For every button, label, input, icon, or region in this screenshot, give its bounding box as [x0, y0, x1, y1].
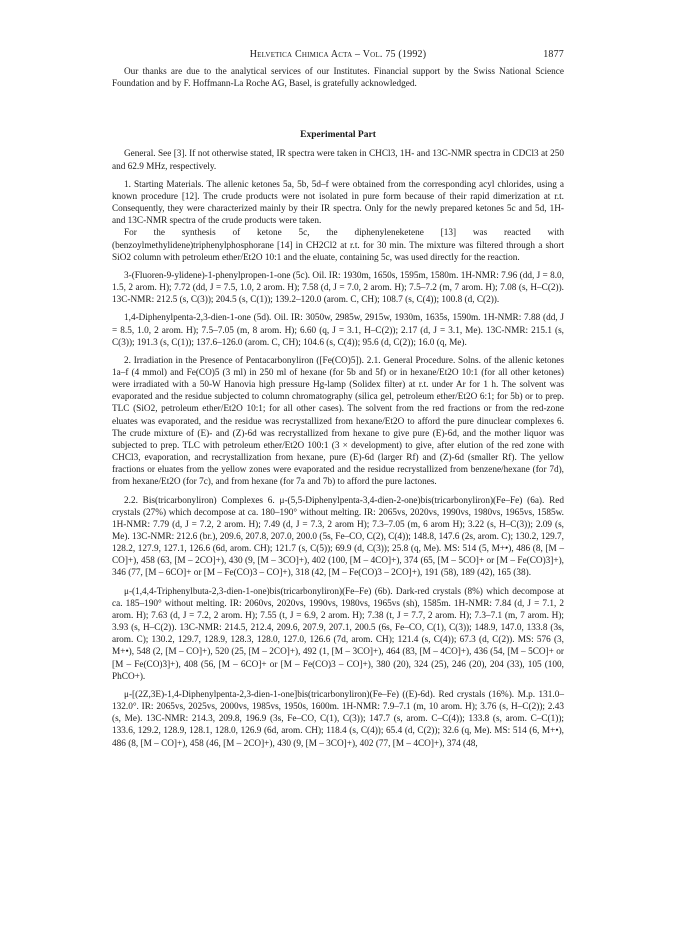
journal-title: Helvetica Chimica Acta – Vol. 75 (1992)	[249, 49, 427, 60]
acknowledgment: Our thanks are due to the analytical services of our Institutes. Financial support by the Swiss National Science Foundation and by F. Hoffmann-La Roche AG, Basel, is gratefully acknowledged.	[112, 67, 564, 90]
paragraph-compound-5c: 3-(Fluoren-9-ylidene)-1-phenylpropen-1-one (5c). Oil. IR: 1930m, 1650s, 1595m, 1580m. 1H-NMR: 7.96 (dd, J = 8.0, 1.5, 2 arom. H); 7.72 (dd, J = 7.5, 1.0, 2 arom. H); 7.58 (d, J = 7.0, 2 arom. H); 7.5–7.2 (m, 7 arom. H); 7.08 (s, H–C(2)). 13C-NMR: 212.5 (s, C(3)); 204.5 (s, C(1)); 139.2–120.0 (arom. C, CH); 108.7 (s, C(4)); 100.8 (d, C(2)).	[112, 270, 564, 306]
paragraph-complex-6b: μ-(1,4,4-Triphenylbuta-2,3-dien-1-one)bis(tricarbonyliron)(Fe–Fe) (6b). Dark-red crystals (8%) which decompose at ca. 185–190° without melting. IR: 2060vs, 2020vs, 1990vs, 1980vs, 1965vs (sh), 1585m. 1H-NMR: 7.84 (d, J = 7.1, 2 arom. H); 7.63 (d, J = 7.2, 2 arom. H); 7.55 (t, J = 6.9, 2 arom. H); 7.38 (t, J = 7.7, 2 arom. H); 7.3–7.1 (m, 7 arom. H); 3.93 (s, H–C(2)). 13C-NMR: 214.5, 212.4, 209.6, 207.9, 207.1, 200.5 (6s, Fe–CO, C(1), C(3)); 148.9, 147.0, 133.8 (3s, arom. C); 130.2, 129.7, 128.9, 128.3, 128.0, 127.0, 126.6 (7d, arom. CH); 121.4 (s, C(4)); 67.3 (d, C(2)). MS: 576 (3, M+•), 548 (2, [M – CO]+), 520 (25, [M – 2CO]+), 492 (1, [M – 3CO]+), 464 (83, [M – 4CO]+), 436 (54, [M – 5CO]+ or [M – Fe(CO)3]+), 408 (56, [M – 6CO]+ or [M – Fe(CO)3 – CO]+), 380 (20), 324 (25), 246 (20), 204 (33), 105 (100, PhCO+).	[112, 586, 564, 682]
article-body	[112, 66, 564, 750]
running-head	[112, 49, 564, 60]
paragraph-compound-5d: 1,4-Diphenylpenta-2,3-dien-1-one (5d). Oil. IR: 3050w, 2985w, 2915w, 1930m, 1635s, 1590m. 1H-NMR: 7.88 (dd, J = 8.5, 1.0, 2 arom. H); 7.5–7.05 (m, 8 arom. H); 6.60 (q, J = 3.1, H–C(2)); 2.17 (d, J = 3.1, Me). 13C-NMR: 215.1 (s, C(3)); 191.3 (s, C(1)); 137.6–126.0 (arom. C, CH); 104.6 (s, C(4)); 95.6 (d, C(2)); 16.0 (q, Me).	[112, 313, 564, 348]
paragraph-irradiation: 2. Irradiation in the Presence of Pentacarbonyliron ([Fe(CO)5]). 2.1. General Procedure. Solns. of the allenic ketones 1a–f (4 mmol) and Fe(CO)5 (3 ml) in 250 ml of hexane (for 5b and 5f) or in hexane/Et2O 10:1 (for all other ketones) were irradiated with a 50-W Hanovia high pressure Hg-lamp (Solidex filter) at r.t. under Ar for 1 h. The solvent was evaporated and the residue subjected to column chromatography (silica gel, petroleum ether/Et2O 6:1; for 5b) or to prep. TLC (SiO2, petroleum ether/Et2O 10:1; for all other cases). The solvent from the red fractions or from the red-zone eluates was evaporated, and the residue was recrystallized from hexane/Et2O to afford the pure dinuclear complexes 6. The crude mixture of (E)- and (Z)-6d was recrystallized from hexane to give pure (E)-6d, and the mother liquor was subjected to prep. TLC with petroleum ether/Et2O 100:1 (3 × development) to give, after elution of the red zone with CHCl3, evaporation, and recrystallization from hexane, pure (E)-6d (larger Rf) and (Z)-6d (smaller Rf). The yellow fractions or eluates from the yellow zones were evaporated and the residue recrystallized from benzene/hexane (for 7d), from hexane/Et2O (for 7c), and from hexane (for 7a and 7b) to afford the pure lactones.	[112, 355, 564, 488]
paragraph-starting-materials: 1. Starting Materials. The allenic ketones 5a, 5b, 5d–f were obtained from the corresponding acyl chlorides, using a known procedure [12]. The crude products were not isolated in pure form because of their rapid dimerization at r.t. Consequently, they were characterized mainly by their IR spectra. Only for the newly prepared ketones 5c and 5d, 1H- and 13C-NMR spectra of the crude products were taken.	[112, 179, 564, 227]
paragraph-general: General. See [3]. If not otherwise stated, IR spectra were taken in CHCl3, 1H- and 13C-NMR spectra in CDCl3 at 250 and 62.9 MHz, respectively.	[112, 149, 564, 172]
section-title: Experimental Part	[300, 130, 376, 141]
paragraph-complex-e-6d: μ-[(2Z,3E)-1,4-Diphenylpenta-2,3-dien-1-one]bis(tricarbonyliron)(Fe–Fe) ((E)-6d). Red crystals (16%). M.p. 131.0–132.0°. IR: 2065vs, 2025vs, 2000vs, 1985vs, 1950s, 1600m. 1H-NMR: 7.9–7.1 (m, 10 arom. H); 3.76 (s, H–C(2)); 2.43 (s, Me). 13C-NMR: 214.3, 209.8, 196.9 (3s, Fe–CO, C(1), C(3)); 147.7 (s, arom. C–C(4)); 133.8 (s, arom. C–C(1)); 133.6, 129.2, 128.9, 128.1, 128.0, 126.9 (6d, arom. CH); 118.4 (s, C(4)); 65.4 (d, C(2)); 32.6 (q, Me). MS: 514 (6, M+•), 486 (8, [M – CO]+), 458 (46, [M – 2CO]+), 430 (9, [M – 3CO]+), 402 (77, [M – 4CO]+), 374 (48,	[112, 689, 564, 749]
page-number: 1877	[543, 49, 564, 60]
paragraph-synthesis-5c: For the synthesis of ketone 5c, the diphenyleneketene [13] was reacted with (benzoylmethylidene)triphenylphosphorane [14] in CH2Cl2 at r.t. for 30 min. The mixture was filtered through a short SiO2 column with petroleum ether/Et2O 10:1 and the eluate, containing 5c, was used directly for the reaction.	[112, 228, 564, 263]
paragraph-complex-6a: 2.2. Bis(tricarbonyliron) Complexes 6. μ-(5,5-Diphenylpenta-3,4-dien-2-one)bis(tricarbonyliron)(Fe–Fe) (6a). Red crystals (27%) which decompose at ca. 180–190° without melting. IR: 2065vs, 2020vs, 1990vs, 1980vs, 1965vs, 1585w. 1H-NMR: 7.79 (d, J = 7.2, 2 arom. H); 7.49 (d, J = 7.3, 2 arom H); 7.3–7.05 (m, 6 arom H); 3.22 (s, H–C(3)); 2.09 (s, Me). 13C-NMR: 212.6 (br.), 209.6, 207.8, 207.0, 200.0 (5s, Fe–CO, C(2), C(4)); 148.8, 147.6 (2s, arom. C); 130.2, 129.7, 128.2, 127.9, 127.1, 126.6 (6d, arom. CH); 121.7 (s, C(5)); 69.9 (d, C(3)); 25.8 (q, Me). MS: 514 (5, M+•), 486 (8, [M – CO]+), 458 (63, [M – 2CO]+), 430 (9, [M – 3CO]+), 402 (100, [M – 4CO]+), 374 (65, [M – 5CO]+ or [M – Fe(CO)3]+), 346 (77, [M – 6CO]+ or [M – Fe(CO)3 – CO]+), 318 (42, [M – Fe(CO)3 – 2CO]+), 191 (58), 189 (42), 165 (38).	[112, 495, 564, 579]
